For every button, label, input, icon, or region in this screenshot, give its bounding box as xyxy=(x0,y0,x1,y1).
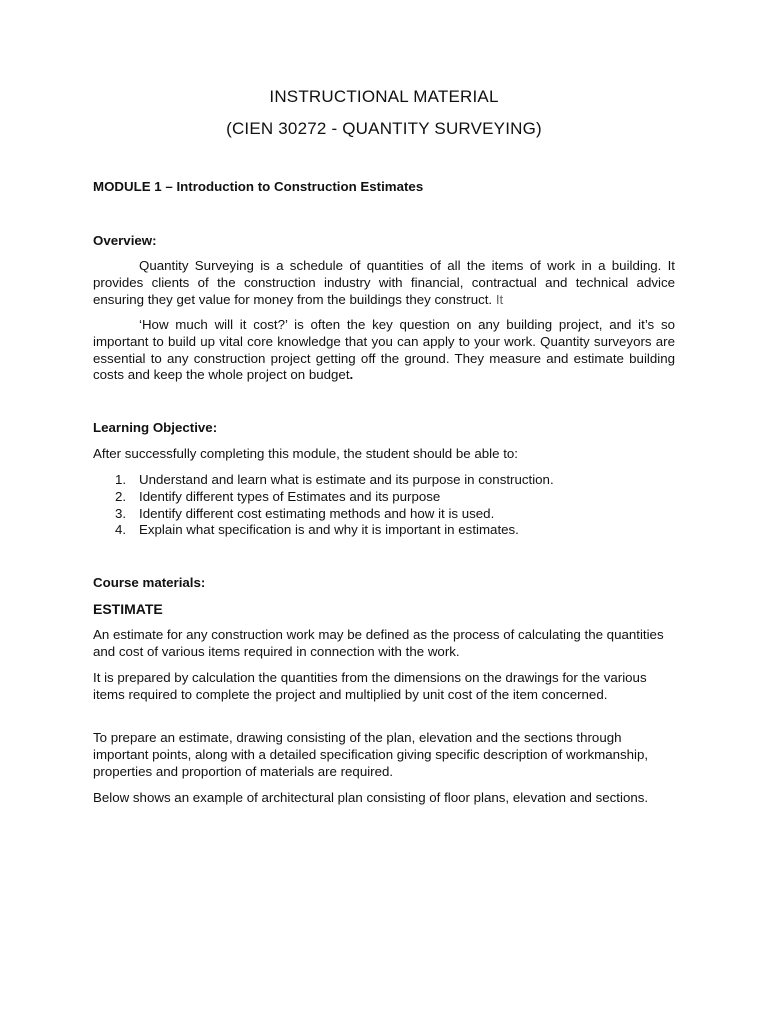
estimate-paragraph-2: It is prepared by calculation the quantities from the dimensions on the drawings for the various items required to complete the project and multiplied by unit cost of the item concerned. xyxy=(93,670,647,702)
list-item-text: Identify different cost estimating methods and how it is used. xyxy=(139,505,495,521)
estimate-subheading: ESTIMATE xyxy=(93,601,163,617)
course-materials-heading: Course materials: xyxy=(93,575,206,590)
list-item-number: 4. xyxy=(115,522,127,538)
list-item-text: Understand and learn what is estimate and its purpose in construction. xyxy=(139,472,554,487)
learning-objective-heading: Learning Objective: xyxy=(93,420,218,435)
overview-paragraph-1 xyxy=(93,258,675,308)
course-code-title: (CIEN 30272 - QUANTITY SURVEYING) xyxy=(226,119,542,138)
learning-objective-intro: After successfully completing this module, the student should be able to: xyxy=(93,446,519,461)
estimate-paragraph-1: An estimate for any construction work may be defined as the process of calculating the quantities and cost of various items required in connection with the work. xyxy=(93,627,664,659)
list-item-number: 1. xyxy=(115,472,127,487)
objectives-list xyxy=(93,472,675,539)
list-item xyxy=(93,489,675,506)
overview-paragraph-1-main: Quantity Surveying is a schedule of quantities of all the items of work in a building. It provides clients of the construction industry with financial, contractual and technical advice ensuring they get value for money from the buildings they construct. xyxy=(93,258,675,307)
overview-paragraph-2-end: . xyxy=(349,367,354,383)
list-item-text: Identify different types of Estimates and its purpose xyxy=(139,488,441,504)
list-item xyxy=(93,522,675,539)
overview-heading: Overview: xyxy=(93,233,157,248)
list-item xyxy=(93,506,675,523)
overview-paragraph-2-main: ‘How much will it cost?’ is often the key question on any building project, and it’s so important to build up vital core knowledge that you can apply to your work. Quantity surveyors are essential to any construction project getting off the ground. They measure and estimate building costs and keep the whole project on budget xyxy=(93,317,675,383)
overview-paragraph-2 xyxy=(93,317,675,384)
estimate-paragraph-3: To prepare an estimate, drawing consisting of the plan, elevation and the sections through important points, along with a detailed specification giving specific description of workmanship, properties and proportion of materials are required. xyxy=(93,730,649,779)
document-title: INSTRUCTIONAL MATERIAL xyxy=(269,87,499,106)
estimate-paragraph-4: Below shows an example of architectural plan consisting of floor plans, elevation and sections. xyxy=(93,790,649,805)
list-item-text: Explain what specification is and why it is important in estimates. xyxy=(139,522,519,538)
list-item xyxy=(93,472,675,489)
list-item-number: 2. xyxy=(115,488,127,504)
overview-paragraph-1-tail: It xyxy=(495,291,504,307)
list-item-number: 3. xyxy=(115,505,127,521)
module-heading: MODULE 1 – Introduction to Construction Estimates xyxy=(93,179,424,194)
